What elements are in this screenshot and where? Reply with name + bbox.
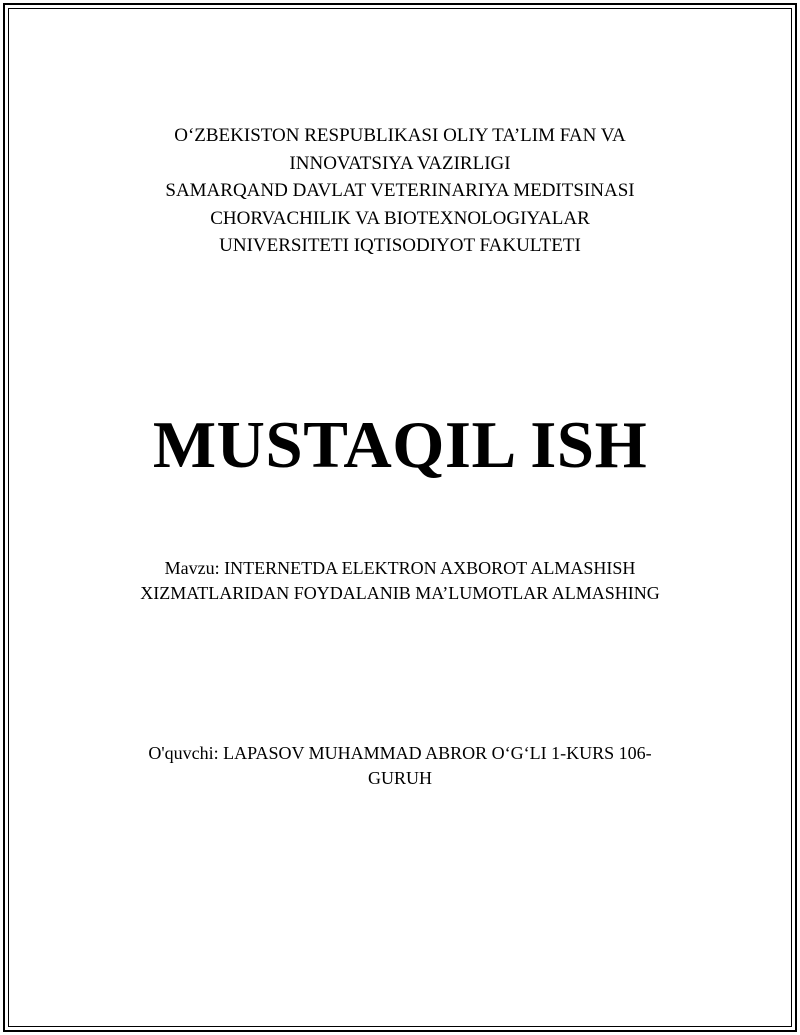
document-title: MUSTAQIL ISH — [152, 408, 648, 482]
header-line: CHORVACHILIK VA BIOTEXNOLOGIYALAR — [210, 207, 590, 229]
student-line: GURUH — [367, 768, 432, 788]
ministry-university-header — [0, 122, 800, 260]
header-line: UNIVERSITETI IQTISODIYOT FAKULTETI — [219, 235, 581, 256]
header-line: SAMARQAND DAVLAT VETERINARIYA MEDITSINASI — [165, 180, 635, 201]
topic-block — [0, 556, 800, 606]
topic-line: Mavzu: INTERNETDA ELEKTRON AXBOROT ALMASHISH — [164, 558, 636, 578]
student-block — [0, 741, 800, 791]
header-line: O‘ZBEKISTON RESPUBLIKASI OLIY TA’LIM FAN VA — [174, 125, 626, 146]
header-line: INNOVATSIYA VAZIRLIGI — [289, 152, 511, 174]
topic-line: XIZMATLARIDAN FOYDALANIB MA’LUMOTLAR ALMASHING — [140, 583, 660, 603]
student-line: O'quvchi: LAPASOV MUHAMMAD ABROR O‘G‘LI 1-KURS 106- — [148, 743, 652, 763]
